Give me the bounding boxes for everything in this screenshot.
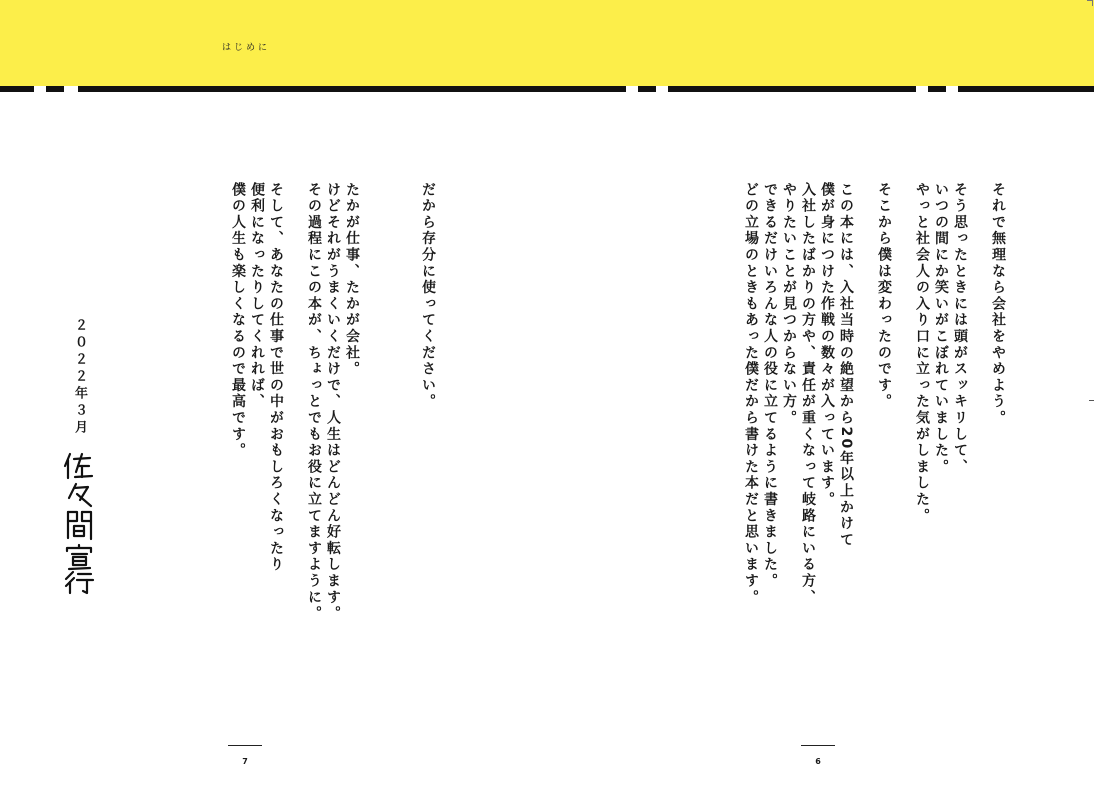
page-number-rule xyxy=(801,745,835,746)
text-line: そこから僕は変わったのです。 xyxy=(876,182,892,411)
text-line: そして、あなたの仕事で世の中がおもしろくなったり xyxy=(268,182,284,574)
text-line: やりたいことが見つからない方。 xyxy=(781,182,797,427)
text-line: そう思ったときには頭がスッキリして、 xyxy=(952,182,968,476)
text-line: やっと社会人の入り口に立った気がしました。 xyxy=(914,182,930,525)
text-line: けどそれがうまくいくだけで、人生はどんどん好転します。 xyxy=(325,182,341,623)
text-line: 便利になったりしてくれれば、 xyxy=(249,182,265,411)
header-rule-segment xyxy=(78,86,626,92)
text-line-blank xyxy=(361,182,380,622)
left-page-text xyxy=(192,182,437,622)
text-line: 僕が身につけた作戦の数々が入っています。 xyxy=(819,182,835,508)
signature xyxy=(60,450,100,595)
header-rule-segment xyxy=(638,86,656,92)
header-rule-segment xyxy=(46,86,64,92)
text-line: 僕の人生も楽しくなるので最高です。 xyxy=(230,182,246,460)
text-line-blank xyxy=(380,182,399,622)
text-line: たかが仕事、たかが会社。 xyxy=(344,182,360,378)
text-line-blank xyxy=(285,182,304,622)
page-number: 7 xyxy=(242,757,248,766)
text-line: この本には、入社当時の絶望から20年以上かけて xyxy=(838,182,854,549)
crop-mark xyxy=(1087,0,1093,6)
header-banner xyxy=(0,0,1094,86)
text-line-blank xyxy=(969,182,988,606)
text-line: どの立場のときもあった僕だから書けた本だと思います。 xyxy=(743,182,759,606)
header-rule-segment xyxy=(928,86,946,92)
text-line: その過程にこの本が、ちょっとでもお役に立てますように。 xyxy=(306,182,322,623)
page-number: 6 xyxy=(815,757,821,766)
text-line: できるだけいろんな人の役に立てるように書きました。 xyxy=(762,182,778,590)
date-line: ２０２２年３月 xyxy=(72,318,87,437)
header-rule-segment xyxy=(958,86,1094,92)
text-line-blank xyxy=(855,182,874,606)
text-line-blank xyxy=(399,182,418,622)
crop-mark xyxy=(1089,400,1094,401)
header-rule-segment xyxy=(668,86,916,92)
text-line: だから存分に使ってください。 xyxy=(420,182,436,411)
section-label: はじめに xyxy=(222,43,271,53)
text-line: いつの間にか笑いがこぼれていました。 xyxy=(933,182,949,476)
text-line-blank xyxy=(893,182,912,606)
header-rule-segment xyxy=(0,86,34,92)
right-page-text xyxy=(627,182,1007,606)
text-line: それで無理なら会社をやめよう。 xyxy=(990,182,1006,427)
text-line: 入社したばかりの方や、責任が重くなって岐路にいる方、 xyxy=(800,182,816,606)
page-number-rule xyxy=(228,745,262,746)
